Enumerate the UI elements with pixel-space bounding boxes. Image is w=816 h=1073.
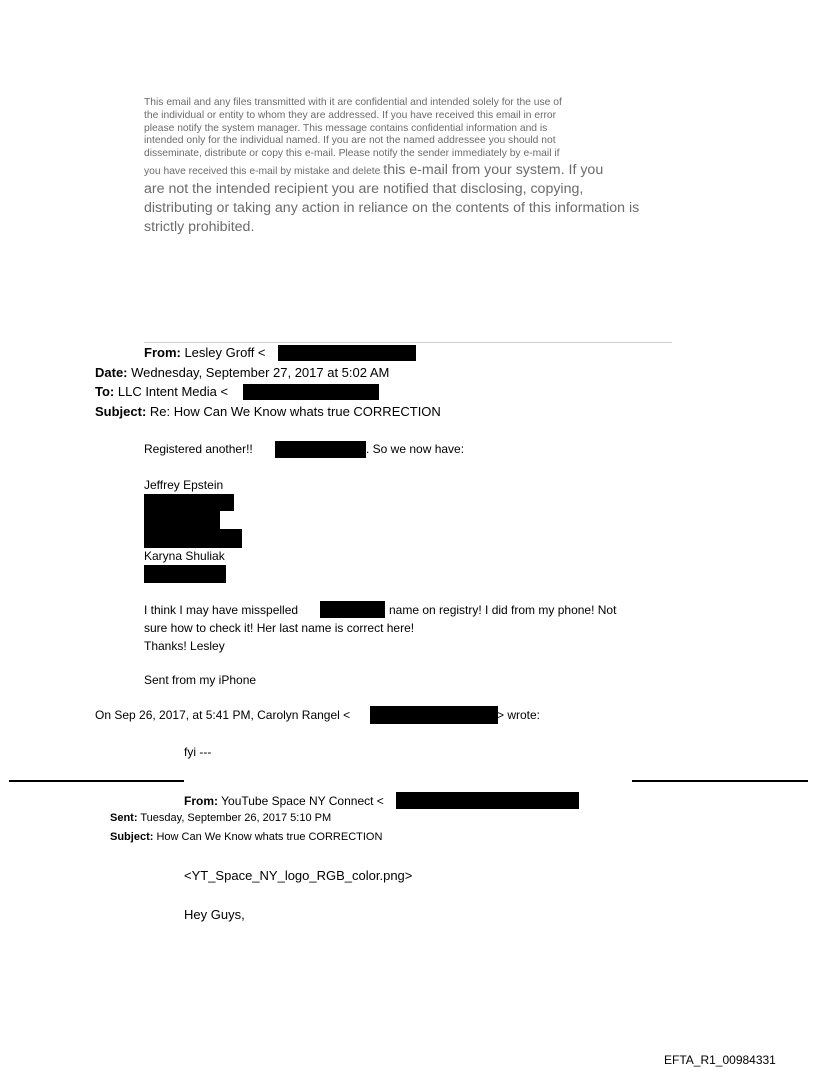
disclaimer-line: intended only for the individual named. If you are not the named addressee you should not <box>144 135 556 147</box>
disclaimer-mixed-line <box>144 161 684 180</box>
misspelled-line-a: I think I may have misspelled <box>144 603 299 617</box>
email2-sent <box>110 811 331 825</box>
email1-subject <box>95 404 441 420</box>
email1-date <box>95 365 389 381</box>
separator-right <box>632 780 808 782</box>
from-value: Lesley Groff < <box>180 345 266 360</box>
disclaimer-line: the individual or entity to whom they are addressed. If you have received this email in error <box>144 109 557 121</box>
subject-value: How Can We Know whats true CORRECTION <box>153 831 383 843</box>
thanks-line: Thanks! Lesley <box>144 639 225 653</box>
subject-label: Subject: <box>110 831 154 843</box>
disclaimer-line: This email and any files transmitted with it are confidential and intended solely for the use of <box>144 97 562 108</box>
sent-value: Tuesday, September 26, 2017 5:10 PM <box>137 812 332 824</box>
now-have-text: . So we now have: <box>366 442 465 456</box>
date-value: Wednesday, September 27, 2017 at 5:02 AM <box>127 365 390 380</box>
document-id: EFTA_R1_00984331 <box>664 1053 776 1067</box>
disclaimer-mixed-small: you have received this e-mail by mistake and delete <box>144 165 384 177</box>
attachment-placeholder: <YT_Space_NY_logo_RGB_color.png> <box>184 868 413 883</box>
quote-on-line: On Sep 26, 2017, at 5:41 PM, Carolyn Rangel < <box>95 708 351 722</box>
disclaimer-line: please notify the system manager. This message contains confidential information and is <box>144 122 548 134</box>
subject-value: Re: How Can We Know whats true CORRECTION <box>146 404 441 419</box>
redaction-box <box>243 384 379 400</box>
sent-from-line: Sent from my iPhone <box>144 673 257 687</box>
from-label: From: <box>144 345 181 360</box>
quote-wrote: > wrote: <box>497 708 541 722</box>
email2-subject <box>110 830 382 844</box>
body-now-have <box>366 442 464 457</box>
redaction-box <box>396 792 579 809</box>
to-value: LLC Intent Media < <box>114 384 229 399</box>
sent-label: Sent: <box>110 812 138 824</box>
name-jeffrey: Jeffrey Epstein <box>144 478 224 492</box>
fyi-line: fyi --- <box>184 745 212 759</box>
disclaimer-line: strictly prohibited. <box>144 218 255 235</box>
date-label: Date: <box>95 365 128 380</box>
redaction-box <box>275 441 366 458</box>
from-label: From: <box>184 794 218 808</box>
redaction-box <box>278 345 416 361</box>
greeting-line: Hey Guys, <box>184 907 245 922</box>
check-line: sure how to check it! Her last name is correct here! <box>144 621 415 635</box>
redaction-box <box>144 529 242 548</box>
subject-label: Subject: <box>95 404 147 419</box>
redaction-box <box>370 706 498 724</box>
redaction-box <box>144 494 234 511</box>
confidentiality-disclaimer <box>144 97 684 237</box>
redaction-box <box>320 601 385 618</box>
name-karyna: Karyna Shuliak <box>144 549 225 563</box>
disclaimer-line: are not the intended recipient you are notified that disclosing, copying, <box>144 180 584 197</box>
redaction-box <box>144 511 220 529</box>
separator-left <box>9 780 184 782</box>
redaction-box <box>144 565 226 583</box>
header-separator <box>144 342 672 343</box>
registered-text: Registered another!! <box>144 442 253 456</box>
disclaimer-line: distributing or taking any action in reliance on the contents of this information is <box>144 199 640 216</box>
disclaimer-line: disseminate, distribute or copy this e-mail. Please notify the sender immediately by e-mail if <box>144 148 560 159</box>
from-value: YouTube Space NY Connect < <box>218 794 384 808</box>
misspelled-line-b: name on registry! I did from my phone! Not <box>389 603 617 617</box>
to-label: To: <box>95 384 115 399</box>
disclaimer-mixed-big: this e-mail from your system. If you <box>383 161 604 178</box>
body-registered <box>144 442 253 457</box>
